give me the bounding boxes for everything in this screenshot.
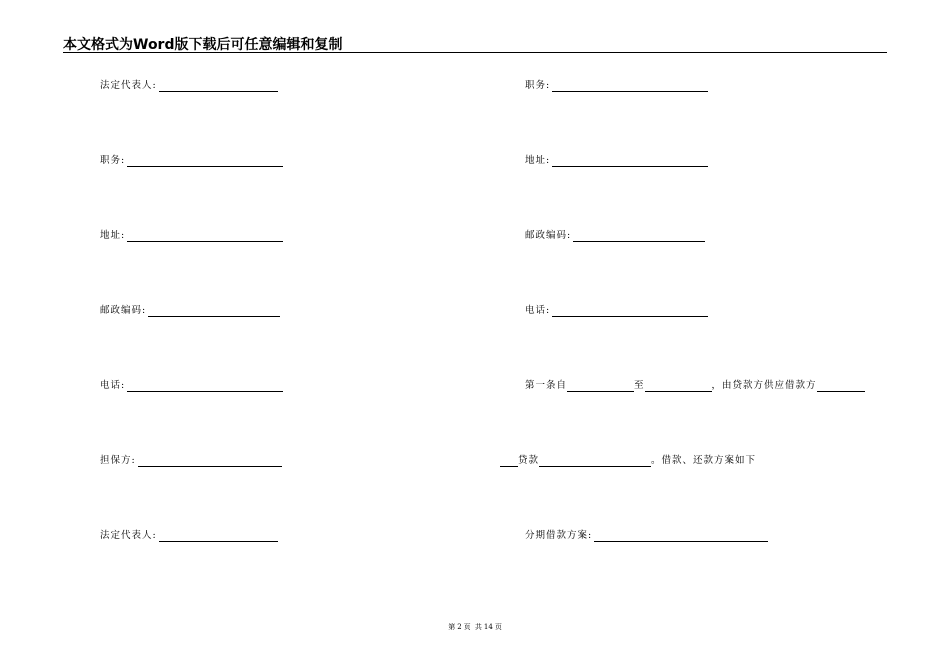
- right-position-line: [525, 80, 708, 92]
- right-position-blank[interactable]: [552, 81, 708, 92]
- left-legal-representative-line: [100, 80, 278, 92]
- right-phone-blank[interactable]: [552, 306, 708, 317]
- legal-representative-label: 法定代表人:: [100, 80, 157, 91]
- address-blank[interactable]: [127, 231, 283, 242]
- guarantor-representative-blank[interactable]: [159, 531, 278, 542]
- article-one-borrower-blank[interactable]: [817, 381, 865, 392]
- article-one-borrower-blank-cont[interactable]: [500, 456, 518, 467]
- right-postcode-label: 邮政编码:: [525, 230, 572, 241]
- left-guarantor-representative-line: [100, 530, 278, 542]
- phone-blank[interactable]: [127, 381, 283, 392]
- right-position-label: 职务:: [525, 80, 551, 91]
- page-footer: [0, 622, 950, 632]
- left-guarantor-line: [100, 455, 282, 467]
- installment-plan-label: 分期借款方案:: [525, 530, 593, 541]
- footer-page-prefix: 第: [448, 623, 456, 631]
- guarantor-label: 担保方:: [100, 455, 136, 466]
- installment-plan-line: [525, 530, 768, 542]
- position-label: 职务:: [100, 155, 126, 166]
- footer-page-total: 14: [483, 623, 493, 631]
- phone-label: 电话:: [100, 380, 126, 391]
- right-phone-label: 电话:: [525, 305, 551, 316]
- guarantor-representative-label: 法定代表人:: [100, 530, 157, 541]
- position-blank[interactable]: [127, 156, 283, 167]
- postcode-blank[interactable]: [148, 306, 280, 317]
- right-postcode-line: [525, 230, 705, 242]
- postcode-label: 邮政编码:: [100, 305, 147, 316]
- article-one-to: 至: [634, 380, 645, 391]
- right-phone-line: [525, 305, 708, 317]
- footer-page-current: 2: [457, 623, 462, 631]
- right-address-label: 地址:: [525, 155, 551, 166]
- article-one-mid: ，由贷款方供应借款方: [711, 380, 817, 391]
- left-position-line: [100, 155, 283, 167]
- article-one-continuation-line: [500, 455, 756, 467]
- right-address-blank[interactable]: [552, 156, 708, 167]
- footer-total-prefix: 共: [474, 623, 482, 631]
- footer-total-unit: 页: [494, 623, 502, 631]
- article-one-line: [525, 380, 865, 392]
- article-one-loan-label: 贷款: [518, 455, 540, 466]
- left-postcode-line: [100, 305, 280, 317]
- legal-representative-blank[interactable]: [159, 81, 278, 92]
- right-postcode-blank[interactable]: [573, 231, 705, 242]
- left-phone-line: [100, 380, 283, 392]
- article-one-end-date-blank[interactable]: [645, 381, 712, 392]
- footer-page-unit: 页: [463, 623, 471, 631]
- document-header-title: 本文格式为Word版下载后可任意编辑和复制: [63, 37, 343, 53]
- article-one-tail: 。借款、还款方案如下: [651, 455, 757, 466]
- article-one-prefix: 第一条自: [525, 380, 568, 391]
- installment-plan-blank[interactable]: [594, 531, 768, 542]
- header-divider: [63, 52, 887, 53]
- left-address-line: [100, 230, 283, 242]
- article-one-amount-blank[interactable]: [539, 456, 651, 467]
- address-label: 地址:: [100, 230, 126, 241]
- article-one-start-date-blank[interactable]: [567, 381, 634, 392]
- guarantor-blank[interactable]: [138, 456, 282, 467]
- right-address-line: [525, 155, 708, 167]
